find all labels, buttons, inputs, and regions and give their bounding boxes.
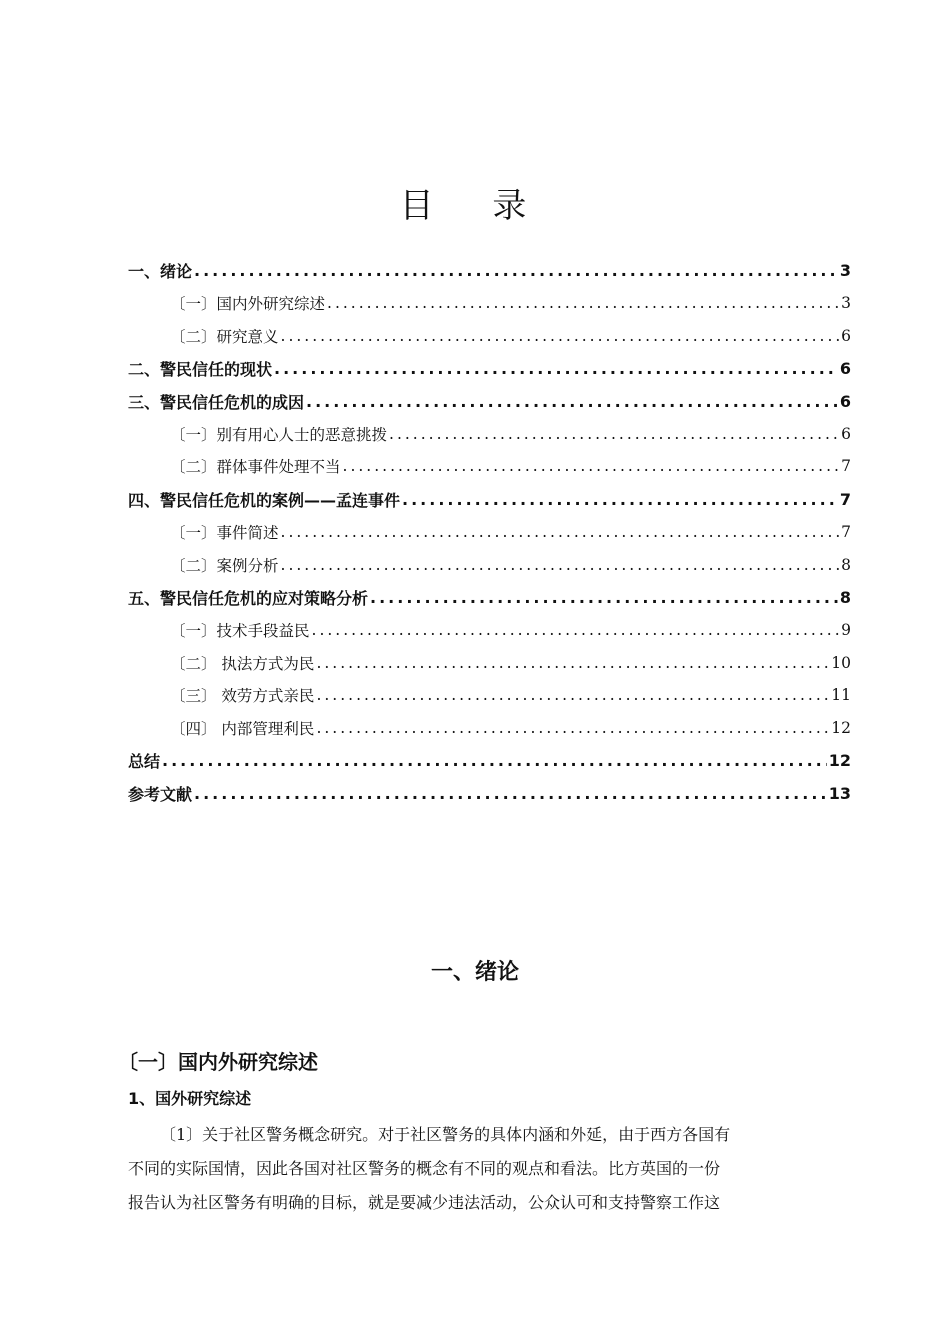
- table-of-contents: [128, 254, 851, 810]
- paragraph-line: 〔1〕关于社区警务概念研究。对于社区警务的具体内涵和外延，由于西方各国有: [160, 1125, 731, 1144]
- toc-entry[interactable]: [128, 777, 851, 810]
- toc-entry[interactable]: [128, 450, 851, 483]
- toc-entry-label: 总结: [128, 752, 161, 772]
- toc-page-number: 12: [831, 718, 851, 737]
- toc-leader-dots: [194, 261, 838, 280]
- toc-entry[interactable]: [128, 287, 851, 320]
- toc-leader-dots: [316, 654, 829, 672]
- toc-page-number: 11: [831, 686, 851, 705]
- toc-page-number: 9: [841, 620, 851, 639]
- toc-entry-label: 一、绪论: [128, 261, 193, 281]
- toc-entry[interactable]: [128, 385, 851, 418]
- toc-entry-label: 三、警民信任危机的成因: [128, 392, 305, 412]
- toc-entry[interactable]: [128, 319, 851, 352]
- toc-leader-dots: [281, 327, 840, 345]
- paragraph-line: 报告认为社区警务有明确的目标，就是要减少违法活动，公众认可和支持警察工作这: [128, 1193, 721, 1212]
- toc-page-number: 6: [839, 358, 851, 378]
- toc-entry[interactable]: [128, 712, 851, 745]
- toc-entry[interactable]: [128, 548, 851, 581]
- toc-entry[interactable]: [128, 744, 851, 777]
- toc-page-number: 6: [841, 326, 851, 345]
- toc-leader-dots: [327, 294, 839, 312]
- toc-leader-dots: [162, 751, 827, 770]
- toc-entry-label: 四、警民信任危机的案例——孟连事件: [128, 490, 401, 510]
- toc-entry[interactable]: [128, 679, 851, 712]
- toc-leader-dots: [402, 490, 838, 509]
- chapter-heading: 一、绪论: [430, 960, 519, 985]
- toc-entry[interactable]: [128, 614, 851, 647]
- section-heading: 〔一〕国内外研究综述: [118, 1050, 318, 1074]
- toc-leader-dots: [370, 588, 838, 607]
- toc-leader-dots: [281, 523, 840, 541]
- toc-leader-dots: [281, 556, 840, 574]
- toc-entry[interactable]: [128, 581, 851, 614]
- toc-page-number: 6: [841, 424, 851, 443]
- toc-leader-dots: [316, 719, 829, 737]
- paragraph-line: 不同的实际国情，因此各国对社区警务的概念有不同的观点和看法。比方英国的一份: [128, 1159, 721, 1178]
- toc-entry-label: 〔二〕研究意义: [170, 327, 279, 346]
- toc-entry-label: 〔二〕群体事件处理不当: [170, 458, 341, 477]
- toc-entry[interactable]: [128, 352, 851, 385]
- toc-entry-label: 〔一〕国内外研究综述: [170, 295, 326, 314]
- toc-entry[interactable]: [128, 516, 851, 549]
- toc-page-number: 12: [828, 751, 851, 771]
- toc-page-number: 13: [828, 783, 851, 803]
- toc-leader-dots: [194, 784, 827, 803]
- toc-leader-dots: [274, 359, 838, 378]
- toc-entry-label: 〔一〕别有用心人士的恶意挑拨: [170, 425, 388, 444]
- toc-entry[interactable]: [128, 646, 851, 679]
- toc-page-number: 3: [839, 260, 851, 280]
- toc-page-number: 8: [841, 555, 851, 574]
- toc-entry-label: 〔四〕 内部管理利民: [170, 719, 315, 738]
- toc-page-number: 10: [831, 653, 851, 672]
- toc-page-number: 8: [839, 587, 851, 607]
- toc-page-number: 6: [839, 391, 851, 411]
- toc-entry-label: 〔二〕案例分析: [170, 556, 279, 575]
- toc-entry-label: 参考文献: [128, 784, 193, 804]
- toc-page-number: 7: [841, 457, 851, 476]
- toc-entry-label: 〔一〕技术手段益民: [170, 621, 310, 640]
- toc-entry[interactable]: [128, 483, 851, 516]
- toc-entry-label: 〔二〕 执法方式为民: [170, 654, 315, 673]
- toc-leader-dots: [312, 621, 840, 639]
- toc-entry-label: 二、警民信任的现状: [128, 359, 273, 379]
- body-paragraph: [128, 1118, 848, 1220]
- sub-heading: 1、国外研究综述: [128, 1089, 252, 1108]
- toc-entry[interactable]: [128, 254, 851, 287]
- toc-page-number: 7: [841, 522, 851, 541]
- toc-leader-dots: [343, 457, 840, 475]
- toc-entry-label: 〔三〕 效劳方式亲民: [170, 687, 315, 706]
- toc-entry-label: 五、警民信任危机的应对策略分析: [128, 588, 369, 608]
- toc-page-number: 3: [841, 294, 851, 313]
- toc-leader-dots: [316, 686, 829, 704]
- toc-leader-dots: [306, 392, 838, 411]
- toc-page-number: 7: [839, 489, 851, 509]
- toc-title: 目 录: [399, 186, 551, 226]
- toc-leader-dots: [389, 425, 839, 443]
- toc-entry[interactable]: [128, 417, 851, 450]
- toc-entry-label: 〔一〕事件简述: [170, 523, 279, 542]
